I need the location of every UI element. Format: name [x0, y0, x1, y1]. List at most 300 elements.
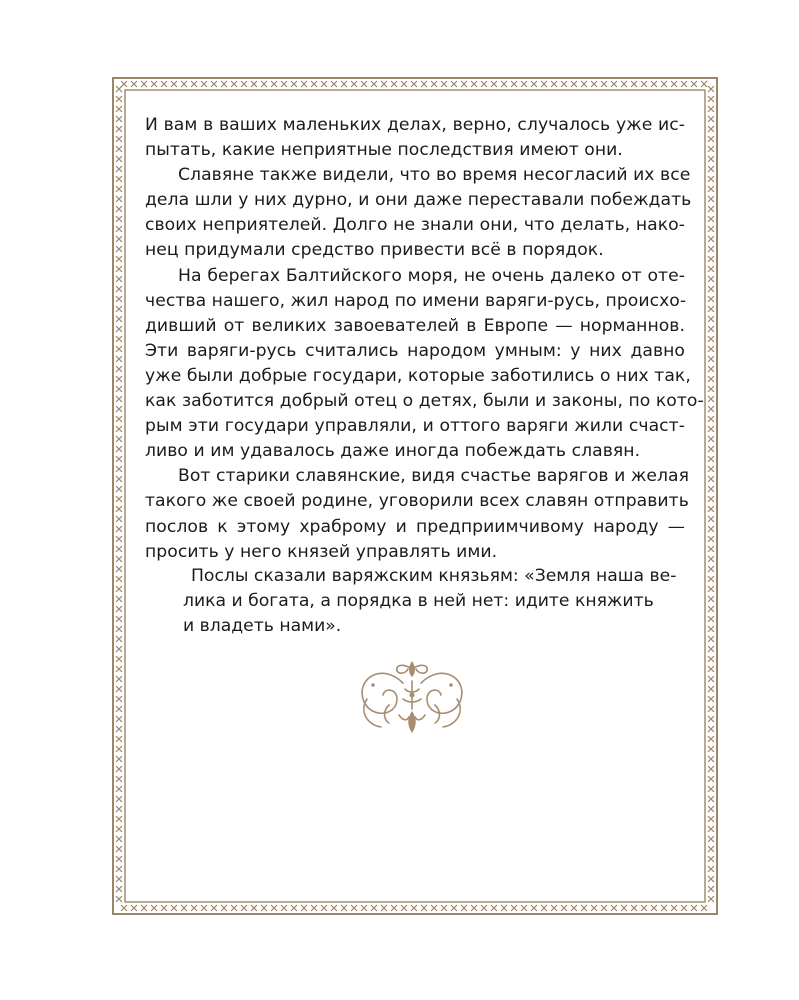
border-pattern-mark [708, 566, 714, 572]
border-pattern-mark [116, 236, 122, 242]
page-body-text [145, 113, 704, 565]
border-pattern-mark [471, 81, 477, 87]
border-pattern-mark [321, 81, 327, 87]
border-pattern-mark [708, 326, 714, 332]
border-pattern-mark [151, 81, 157, 87]
border-pattern-mark [116, 856, 122, 862]
border-pattern-mark [708, 176, 714, 182]
paragraph-4 [145, 464, 689, 564]
border-pattern-mark [708, 796, 714, 802]
border-pattern-mark [116, 486, 122, 492]
border-pattern-mark [708, 766, 714, 772]
border-pattern-mark [708, 286, 714, 292]
border-pattern-mark [161, 905, 167, 911]
border-pattern-mark [371, 81, 377, 87]
border-pattern-mark [116, 416, 122, 422]
border-pattern-mark [708, 496, 714, 502]
border-pattern-mark [281, 905, 287, 911]
text-line: дела шли у них дурно, и они даже переставали побеждать [145, 190, 692, 211]
border-pattern-mark [116, 216, 122, 222]
border-pattern-mark [701, 81, 707, 87]
border-pattern-mark [116, 176, 122, 182]
border-pattern-mark [431, 81, 437, 87]
border-pattern-mark [116, 356, 122, 362]
border-pattern-mark [708, 546, 714, 552]
text-line: как заботится добрый отец о детях, были и законы, по кото- [145, 391, 704, 412]
border-pattern-mark [251, 905, 257, 911]
border-pattern-mark [708, 276, 714, 282]
border-pattern-mark [501, 81, 507, 87]
text-line: пытать, какие неприятные последствия имеют они. [145, 140, 623, 161]
border-pattern-mark [401, 905, 407, 911]
border-pattern-mark [531, 905, 537, 911]
border-pattern-mark [631, 905, 637, 911]
border-pattern-mark [116, 96, 122, 102]
border-pattern-mark [116, 136, 122, 142]
border-pattern-mark [116, 86, 122, 92]
border-pattern-mark [116, 616, 122, 622]
border-pattern-mark [116, 726, 122, 732]
border-pattern-mark [116, 226, 122, 232]
border-pattern-mark [708, 636, 714, 642]
border-pattern-mark [291, 81, 297, 87]
border-pattern-mark [521, 905, 527, 911]
border-pattern-mark [116, 506, 122, 512]
border-pattern-mark [261, 905, 267, 911]
border-pattern-mark [631, 81, 637, 87]
border-pattern-mark [708, 156, 714, 162]
border-pattern-mark [601, 81, 607, 87]
border-pattern-mark [116, 546, 122, 552]
border-pattern-mark [331, 81, 337, 87]
border-pattern-mark [708, 116, 714, 122]
border-pattern-mark [141, 81, 147, 87]
border-pattern-mark [221, 81, 227, 87]
border-pattern-mark [116, 276, 122, 282]
border-pattern-mark [708, 196, 714, 202]
border-pattern-mark [708, 776, 714, 782]
border-pattern-mark [116, 876, 122, 882]
border-pattern-mark [116, 756, 122, 762]
border-pattern-mark [311, 81, 317, 87]
border-pattern-mark [708, 436, 714, 442]
border-pattern-mark [211, 905, 217, 911]
border-pattern-mark [708, 236, 714, 242]
border-pattern-mark [708, 606, 714, 612]
border-pattern-mark [708, 756, 714, 762]
border-pattern-mark [708, 736, 714, 742]
border-pattern-mark [708, 586, 714, 592]
border-pattern-mark [116, 266, 122, 272]
border-pattern-mark [571, 81, 577, 87]
border-pattern-mark [116, 206, 122, 212]
border-pattern-mark [708, 386, 714, 392]
border-pattern-mark [131, 905, 137, 911]
border-pattern-mark [301, 81, 307, 87]
border-pattern-mark [131, 81, 137, 87]
border-pattern-mark [401, 81, 407, 87]
border-pattern-mark [371, 905, 377, 911]
border-pattern-mark [531, 81, 537, 87]
border-pattern-mark [661, 81, 667, 87]
border-pattern-mark [691, 905, 697, 911]
floral-vignette-icon [353, 655, 471, 739]
border-pattern-mark [708, 106, 714, 112]
border-pattern-mark [116, 646, 122, 652]
border-pattern-mark [171, 905, 177, 911]
border-pattern-mark [708, 456, 714, 462]
border-pattern-mark [116, 566, 122, 572]
border-pattern-mark [116, 496, 122, 502]
text-line: лика и богата, а порядка в ней нет: идите княжить [183, 591, 654, 612]
border-pattern-mark [116, 696, 122, 702]
border-pattern-mark [641, 81, 647, 87]
border-pattern-mark [181, 905, 187, 911]
border-pattern-mark [116, 636, 122, 642]
border-pattern-mark [681, 81, 687, 87]
border-pattern-mark [421, 81, 427, 87]
border-pattern-mark [708, 466, 714, 472]
border-pattern-mark [116, 186, 122, 192]
text-line: нец придумали средство привести всё в порядок. [145, 240, 604, 261]
border-pattern-mark [141, 905, 147, 911]
border-pattern-mark [231, 81, 237, 87]
border-pattern-mark [708, 416, 714, 422]
text-line: и владеть нами». [183, 616, 342, 637]
border-pattern-mark [708, 126, 714, 132]
border-pattern-mark [116, 736, 122, 742]
border-pattern-mark [116, 316, 122, 322]
border-pattern-mark [381, 905, 387, 911]
border-pattern-mark [116, 396, 122, 402]
border-pattern-mark [116, 516, 122, 522]
border-pattern-mark [561, 81, 567, 87]
border-pattern-mark [116, 666, 122, 672]
text-line: просить у него князей управлять ими. [145, 541, 498, 562]
border-pattern-mark [708, 366, 714, 372]
border-pattern-mark [451, 81, 457, 87]
border-pattern-mark [116, 126, 122, 132]
border-pattern-mark [116, 816, 122, 822]
border-pattern-mark [511, 905, 517, 911]
border-pattern-mark [708, 686, 714, 692]
border-pattern-mark [191, 905, 197, 911]
border-pattern-mark [351, 905, 357, 911]
border-pattern-mark [708, 216, 714, 222]
border-pattern-mark [708, 316, 714, 322]
border-pattern-mark [171, 81, 177, 87]
paragraph-3 [145, 264, 704, 465]
text-line: Послы сказали варяжским князьям: «Земля наша ве- [191, 566, 677, 586]
border-pattern-mark [301, 905, 307, 911]
border-pattern-mark [621, 905, 627, 911]
border-pattern-mark [281, 81, 287, 87]
border-pattern-mark [708, 656, 714, 662]
border-pattern-mark [361, 81, 367, 87]
border-pattern-mark [201, 81, 207, 87]
border-pattern-mark [708, 786, 714, 792]
text-line: чества нашего, жил народ по имени варяги-русь, происхо- [145, 290, 687, 311]
text-line: Эти варяги-русь считались народом умным: у них давно [145, 340, 685, 361]
border-pattern-mark [351, 81, 357, 87]
border-pattern-mark [116, 786, 122, 792]
border-pattern-mark [116, 116, 122, 122]
border-pattern-mark [151, 905, 157, 911]
border-pattern-mark [708, 426, 714, 432]
border-pattern-mark [708, 596, 714, 602]
border-pattern-mark [116, 826, 122, 832]
border-pattern-mark [708, 356, 714, 362]
border-pattern-mark [708, 896, 714, 902]
border-pattern-mark [641, 905, 647, 911]
border-pattern-mark [116, 596, 122, 602]
border-pattern-mark [708, 336, 714, 342]
border-pattern-mark [116, 466, 122, 472]
border-pattern-mark [116, 386, 122, 392]
border-pattern-mark [116, 246, 122, 252]
border-pattern-mark [116, 256, 122, 262]
border-pattern-mark [471, 905, 477, 911]
border-pattern-mark [461, 905, 467, 911]
border-pattern-mark [391, 905, 397, 911]
border-pattern-mark [708, 406, 714, 412]
border-pattern-mark [708, 486, 714, 492]
paragraph-1 [145, 113, 685, 163]
text-line: дивший от великих завоевателей в Европе — норманнов. [145, 315, 685, 336]
border-pattern-mark [261, 81, 267, 87]
border-pattern-mark [708, 296, 714, 302]
border-pattern-mark [661, 905, 667, 911]
border-pattern-mark [708, 526, 714, 532]
text-line: Вот старики славянские, видя счастье варягов и желая [178, 466, 689, 487]
border-pattern-mark [116, 776, 122, 782]
border-pattern-mark [651, 81, 657, 87]
border-pattern-mark [116, 166, 122, 172]
border-pattern-mark [116, 716, 122, 722]
border-pattern-mark [181, 81, 187, 87]
border-pattern-mark [708, 576, 714, 582]
border-pattern-mark [708, 826, 714, 832]
text-line: На берегах Балтийского моря, не очень далеко от оте- [178, 265, 685, 286]
border-pattern-mark [391, 81, 397, 87]
border-pattern-mark [708, 516, 714, 522]
border-pattern-mark [708, 86, 714, 92]
border-pattern-mark [691, 81, 697, 87]
border-pattern-mark [708, 446, 714, 452]
paragraph-5 [183, 564, 677, 639]
text-line: рым эти государи управляли, и оттого варяги жили счаст- [145, 416, 685, 437]
border-pattern-mark [116, 886, 122, 892]
border-pattern-mark [116, 336, 122, 342]
border-pattern-mark [116, 896, 122, 902]
border-pattern-mark [116, 366, 122, 372]
border-pattern-mark [116, 346, 122, 352]
border-pattern-mark [708, 256, 714, 262]
border-pattern-mark [551, 905, 557, 911]
border-pattern-mark [411, 81, 417, 87]
border-pattern-mark [491, 81, 497, 87]
border-pattern-mark [381, 81, 387, 87]
border-pattern-mark [421, 905, 427, 911]
border-pattern-mark [708, 866, 714, 872]
border-pattern-mark [708, 306, 714, 312]
border-pattern-mark [708, 886, 714, 892]
border-pattern-mark [271, 81, 277, 87]
border-pattern-mark [116, 536, 122, 542]
border-pattern-mark [541, 905, 547, 911]
border-pattern-mark [551, 81, 557, 87]
border-pattern-mark [116, 106, 122, 112]
border-pattern-mark [116, 286, 122, 292]
border-pattern-mark [591, 81, 597, 87]
border-pattern-mark [116, 846, 122, 852]
border-pattern-mark [671, 81, 677, 87]
border-pattern-mark [341, 81, 347, 87]
border-pattern-mark [708, 726, 714, 732]
border-pattern-mark [441, 81, 447, 87]
paragraph-2 [145, 163, 692, 263]
border-pattern-mark [116, 656, 122, 662]
border-pattern-mark [116, 836, 122, 842]
border-pattern-mark [708, 696, 714, 702]
border-pattern-mark [461, 81, 467, 87]
border-pattern-mark [708, 806, 714, 812]
border-pattern-mark [116, 706, 122, 712]
border-pattern-mark [708, 136, 714, 142]
border-pattern-mark [116, 146, 122, 152]
border-pattern-mark [708, 186, 714, 192]
border-pattern-mark [221, 905, 227, 911]
border-pattern-mark [501, 905, 507, 911]
border-pattern-mark [591, 905, 597, 911]
border-pattern-mark [708, 816, 714, 822]
border-pattern-mark [708, 476, 714, 482]
border-pattern-mark [581, 81, 587, 87]
border-pattern-mark [708, 836, 714, 842]
border-pattern-mark [708, 146, 714, 152]
border-pattern-mark [491, 905, 497, 911]
border-pattern-mark [511, 81, 517, 87]
border-pattern-mark [271, 905, 277, 911]
border-pattern-mark [116, 766, 122, 772]
border-pattern-mark [311, 905, 317, 911]
border-pattern-mark [161, 81, 167, 87]
border-pattern-mark [116, 456, 122, 462]
border-pattern-mark [708, 536, 714, 542]
border-pattern-mark [116, 446, 122, 452]
border-pattern-mark [708, 206, 714, 212]
border-pattern-mark [116, 806, 122, 812]
border-pattern-mark [708, 666, 714, 672]
border-pattern-mark [116, 686, 122, 692]
border-pattern-mark [708, 676, 714, 682]
border-pattern-mark [116, 626, 122, 632]
text-line: И вам в ваших маленьких делах, верно, случалось уже ис- [145, 115, 685, 135]
border-pattern-mark [116, 606, 122, 612]
border-pattern-mark [116, 376, 122, 382]
border-pattern-mark [611, 905, 617, 911]
border-pattern-mark [708, 346, 714, 352]
border-pattern-mark [231, 905, 237, 911]
border-pattern-mark [116, 576, 122, 582]
border-pattern-mark [481, 81, 487, 87]
border-pattern-mark [431, 905, 437, 911]
border-pattern-mark [116, 436, 122, 442]
border-pattern-mark [708, 846, 714, 852]
border-pattern-mark [708, 616, 714, 622]
border-pattern-mark [708, 876, 714, 882]
border-pattern-mark [708, 266, 714, 272]
border-pattern-mark [116, 746, 122, 752]
border-pattern-mark [708, 626, 714, 632]
text-line: своих неприятелей. Долго не знали они, что делать, нако- [145, 215, 685, 236]
border-pattern-mark [116, 326, 122, 332]
border-pattern-mark [116, 476, 122, 482]
border-pattern-mark [361, 905, 367, 911]
border-pattern-mark [671, 905, 677, 911]
border-pattern-mark [708, 556, 714, 562]
border-pattern-mark [708, 506, 714, 512]
border-pattern-mark [521, 81, 527, 87]
border-pattern-mark [601, 905, 607, 911]
border-pattern-mark [241, 905, 247, 911]
border-pattern-mark [451, 905, 457, 911]
border-pattern-mark [651, 905, 657, 911]
border-pattern-mark [291, 905, 297, 911]
border-pattern-mark [341, 905, 347, 911]
border-pattern-mark [561, 905, 567, 911]
border-pattern-mark [116, 676, 122, 682]
border-pattern-mark [708, 746, 714, 752]
border-pattern-mark [116, 156, 122, 162]
border-pattern-mark [116, 556, 122, 562]
text-line: послов к этому храброму и предприимчивому народу — [145, 516, 685, 537]
border-pattern-mark [708, 716, 714, 722]
border-pattern-mark [481, 905, 487, 911]
border-pattern-mark [241, 81, 247, 87]
border-pattern-mark [251, 81, 257, 87]
border-pattern-mark [116, 866, 122, 872]
border-pattern-mark [701, 905, 707, 911]
border-pattern-mark [708, 96, 714, 102]
border-pattern-mark [708, 706, 714, 712]
border-pattern-mark [541, 81, 547, 87]
border-pattern-mark [411, 905, 417, 911]
border-pattern-mark [321, 905, 327, 911]
border-pattern-mark [191, 81, 197, 87]
border-pattern-mark [708, 396, 714, 402]
border-pattern-mark [121, 905, 127, 911]
border-pattern-mark [681, 905, 687, 911]
border-pattern-mark [708, 226, 714, 232]
border-pattern-mark [116, 306, 122, 312]
border-pattern-mark [201, 905, 207, 911]
border-pattern-mark [116, 796, 122, 802]
border-pattern-mark [441, 905, 447, 911]
border-pattern-mark [708, 166, 714, 172]
border-pattern-mark [116, 426, 122, 432]
border-pattern-mark [116, 296, 122, 302]
border-pattern-mark [581, 905, 587, 911]
border-pattern-mark [708, 856, 714, 862]
border-pattern-mark [611, 81, 617, 87]
border-pattern-mark [211, 81, 217, 87]
border-pattern-mark [708, 246, 714, 252]
border-pattern-mark [116, 196, 122, 202]
text-line: ливо и им удавалось даже иногда побеждать славян. [145, 441, 641, 462]
border-pattern-mark [116, 406, 122, 412]
text-line: Славяне также видели, что во время несогласий их все [178, 165, 691, 186]
